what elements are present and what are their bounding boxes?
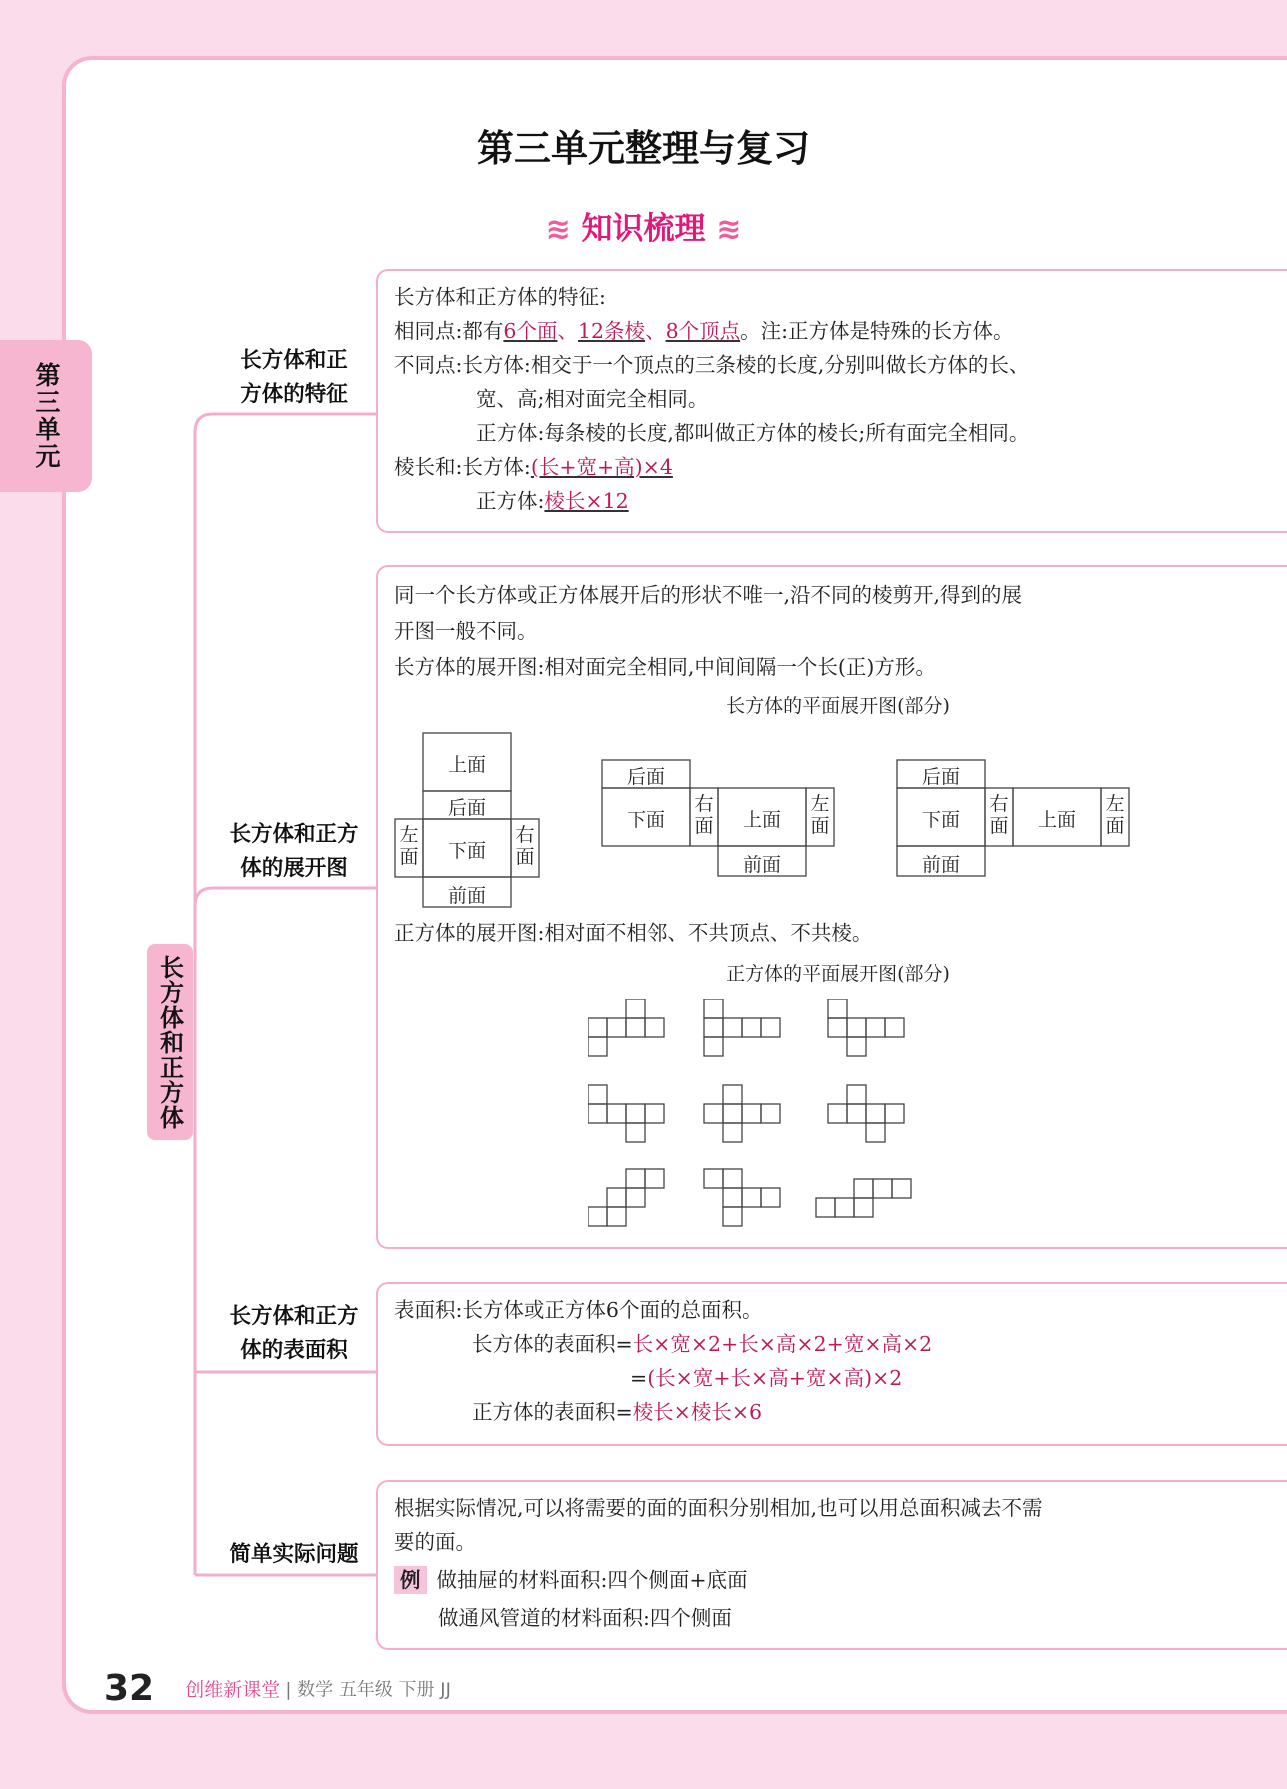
nets-box <box>376 565 1287 1249</box>
text-line: 根据实际情况,可以将需要的面的面积分别相加,也可以用总面积减去不需 <box>394 1496 1043 1520</box>
text-line: 长方体和正方体的特征: <box>394 285 606 309</box>
branch-line: 简单实际问题 <box>229 1542 359 1567</box>
text-line: 要的面。 <box>394 1530 476 1554</box>
text-line: 宽、高;相对面完全相同。 <box>476 387 709 411</box>
cuboid-net-2 <box>601 759 841 879</box>
text-span: 正方体的表面积= <box>472 1400 633 1424</box>
main-topic-node <box>147 944 193 1140</box>
face-label: 右面 <box>515 824 535 868</box>
face-label: 下面 <box>921 809 960 831</box>
cube-net-f <box>828 1085 904 1142</box>
surface-area-box <box>376 1282 1287 1446</box>
text-line: 表面积:长方体或正方体6个面的总面积。 <box>394 1298 763 1322</box>
face-label: 上面 <box>1037 809 1076 831</box>
wave-right-icon: ≋ <box>716 212 742 247</box>
face-label: 右面 <box>989 793 1009 837</box>
branch-line: 长方体和正 <box>240 348 348 373</box>
face-label: 左面 <box>399 824 419 868</box>
face-label: 左面 <box>1105 793 1125 837</box>
answer-span: 12条棱 <box>577 319 646 343</box>
answer-span: 6个面 <box>503 319 558 343</box>
section-heading-label: 知识梳理 <box>581 211 706 247</box>
cube-net-d <box>588 1085 664 1142</box>
face-label: 左面 <box>810 793 830 837</box>
branch-surface-area <box>214 1300 374 1368</box>
face-label: 上面 <box>447 754 486 776</box>
text-span: 长方体的表面积= <box>472 1332 633 1356</box>
text-line: 正方体:每条棱的长度,都叫做正方体的棱长;所有面完全相同。 <box>476 421 1030 445</box>
face-label: 下面 <box>447 840 486 862</box>
edge-sum-cube-line <box>476 487 629 515</box>
answer-span: (长+宽+高)×4 <box>530 455 673 479</box>
text-span: 相同点:都有 <box>394 319 504 343</box>
brand-name: 创维新课堂 <box>185 1679 281 1701</box>
page-number: 32 <box>104 1668 155 1709</box>
wave-left-icon: ≋ <box>545 212 571 247</box>
branch-line: 方体的特征 <box>240 382 348 407</box>
text-line: 不同点:长方体:相交于一个顶点的三条棱的长度,分别叫做长方体的长、 <box>394 353 1030 377</box>
cube-nets <box>588 999 928 1239</box>
cube-net-h <box>704 1169 780 1226</box>
cuboid-net-1 <box>394 732 544 912</box>
answer-span: 长×宽×2+长×高×2+宽×高×2 <box>632 1332 933 1356</box>
face-label: 后面 <box>921 766 960 788</box>
page-title: 第三单元整理与复习 <box>477 127 810 170</box>
branch-practical <box>214 1538 374 1572</box>
cube-net-i <box>816 1179 911 1217</box>
face-label: 上面 <box>742 809 781 831</box>
text-line: 长方体的展开图:相对面完全相同,中间间隔一个长(正)方形。 <box>394 655 936 679</box>
cuboid-area-formula <box>472 1330 932 1358</box>
face-label: 前面 <box>447 885 486 907</box>
text-line: 同一个长方体或正方体展开后的形状不唯一,沿不同的棱剪开,得到的展 <box>394 583 1023 607</box>
page-footer <box>104 1668 451 1709</box>
book-info: | 数学 五年级 下册 JJ <box>285 1679 451 1701</box>
answer-span: 8个顶点 <box>665 319 741 343</box>
cuboid-nets-caption: 长方体的平面展开图(部分) <box>726 695 950 717</box>
cube-net-a <box>588 999 664 1056</box>
face-label: 前面 <box>921 854 960 876</box>
cube-net-b <box>704 999 780 1056</box>
branch-nets <box>214 818 374 886</box>
practical-box <box>376 1480 1287 1650</box>
cube-area-formula <box>472 1398 762 1426</box>
cuboid-area-formula-2 <box>630 1364 902 1392</box>
cube-nets-caption: 正方体的平面展开图(部分) <box>726 963 950 985</box>
text-line: 做通风管道的材料面积:四个侧面 <box>438 1606 732 1630</box>
face-label: 后面 <box>626 766 665 788</box>
edge-sum-line <box>394 453 673 481</box>
example-line <box>394 1566 748 1594</box>
same-points-line <box>394 317 1014 345</box>
example-badge: 例 <box>394 1566 427 1594</box>
branch-line: 体的表面积 <box>240 1338 348 1363</box>
face-label: 下面 <box>626 809 665 831</box>
unit-tab-label: 第三单元 <box>32 362 61 470</box>
face-label: 前面 <box>742 854 781 876</box>
text-span: 。注:正方体是特殊的长方体。 <box>740 319 1014 343</box>
branch-line: 长方体和正方 <box>229 1304 359 1329</box>
cube-net-e <box>704 1085 780 1142</box>
text-span: 、 <box>645 319 666 343</box>
cuboid-net-3 <box>896 759 1136 879</box>
answer-span: 棱长×棱长×6 <box>632 1400 763 1424</box>
text-span: 做抽屉的材料面积:四个侧面+底面 <box>436 1568 748 1592</box>
text-span: 棱长和:长方体: <box>394 455 531 479</box>
cube-net-c <box>828 999 904 1056</box>
text-line: 正方体的展开图:相对面不相邻、不共顶点、不共棱。 <box>394 921 873 945</box>
text-line: 开图一般不同。 <box>394 619 538 643</box>
branch-line: 体的展开图 <box>240 856 348 881</box>
branch-line: 长方体和正方 <box>229 822 359 847</box>
face-label: 后面 <box>447 797 486 819</box>
text-span: 、 <box>557 319 578 343</box>
features-box <box>376 269 1287 533</box>
branch-features <box>214 344 374 412</box>
answer-span: (长×宽+长×高+宽×高)×2 <box>647 1366 903 1390</box>
face-label: 右面 <box>694 793 714 837</box>
answer-span: 棱长×12 <box>544 489 629 513</box>
text-span: = <box>630 1366 648 1390</box>
main-topic-label: 长方体和正方体 <box>155 954 184 1130</box>
cube-net-g <box>588 1169 664 1226</box>
text-span: 正方体: <box>476 489 545 513</box>
